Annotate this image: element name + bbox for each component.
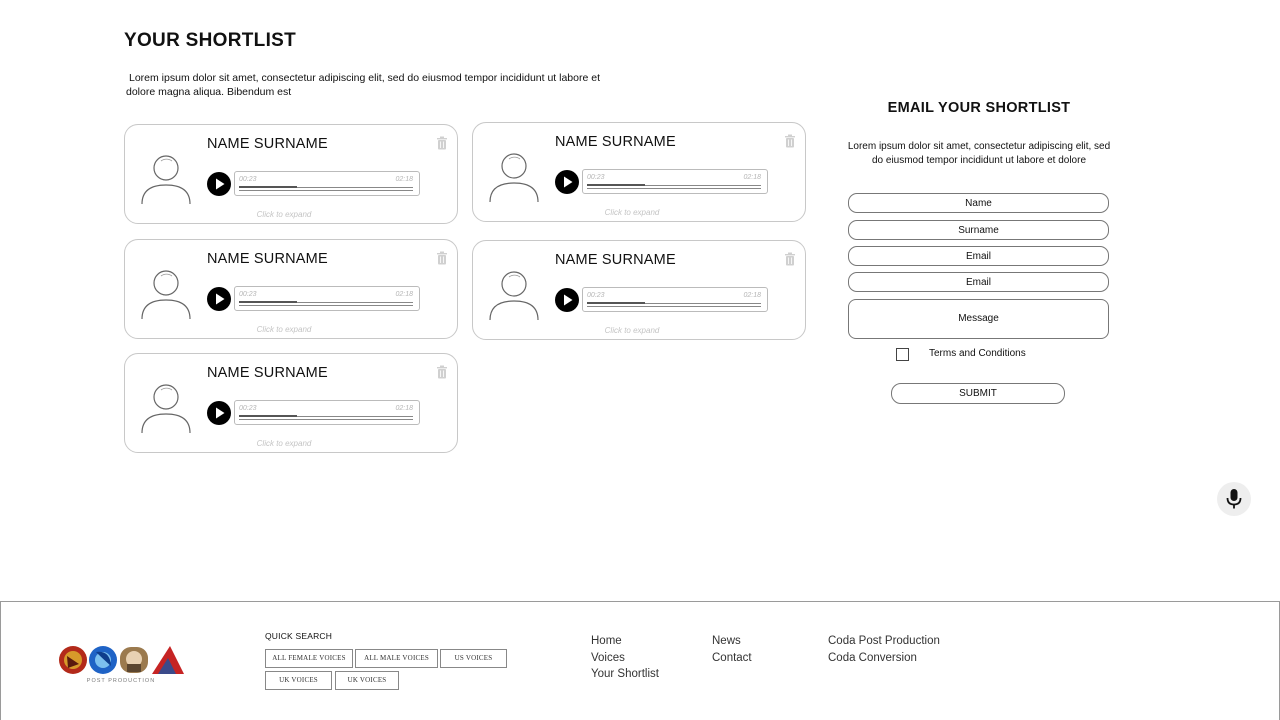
email-form-description: Lorem ipsum dolor sit amet, consectetur adipiscing elit, sed do eiusmod tempor incididunt ut labore et dolore bbox=[847, 141, 1111, 166]
user-outline-icon bbox=[139, 380, 193, 434]
audio-progress[interactable] bbox=[239, 415, 297, 417]
footer-link-post-production[interactable]: Coda Post Production bbox=[828, 635, 940, 647]
footer-link-contact[interactable]: Contact bbox=[712, 652, 752, 664]
audio-track-lower bbox=[587, 188, 761, 189]
play-circle-icon[interactable] bbox=[207, 287, 231, 311]
play-circle-icon[interactable] bbox=[207, 172, 231, 196]
expand-link[interactable]: Click to expand bbox=[604, 326, 660, 335]
current-time: 00:23 bbox=[239, 176, 257, 183]
audio-track-lower bbox=[239, 190, 413, 191]
intro-line-1: Lorem ipsum dolor sit amet, consectetur adipiscing elit, sed do eiusmod tempor incididunt ut labore et bbox=[129, 72, 600, 84]
total-time: 02:18 bbox=[743, 292, 761, 299]
intro-text bbox=[126, 71, 626, 99]
footer-link-news[interactable]: News bbox=[712, 635, 741, 647]
name-field[interactable] bbox=[848, 193, 1109, 213]
user-outline-icon bbox=[139, 266, 193, 320]
footer-link-shortlist[interactable]: Your Shortlist bbox=[591, 668, 659, 680]
play-circle-icon[interactable] bbox=[555, 170, 579, 194]
trash-icon[interactable] bbox=[436, 136, 448, 150]
audio-progress[interactable] bbox=[239, 186, 297, 188]
total-time: 02:18 bbox=[395, 291, 413, 298]
voice-name: NAME SURNAME bbox=[207, 365, 328, 381]
audio-track-lower bbox=[587, 306, 761, 307]
quick-search-tag-uk[interactable]: UK VOICES bbox=[265, 671, 332, 690]
quick-search-tag-uk-2[interactable]: UK VOICES bbox=[335, 671, 399, 690]
message-field[interactable] bbox=[848, 299, 1109, 339]
coda-logo[interactable] bbox=[58, 644, 184, 688]
audio-player[interactable] bbox=[234, 400, 420, 425]
user-outline-icon bbox=[487, 267, 541, 321]
footer-link-voices[interactable]: Voices bbox=[591, 652, 625, 664]
play-circle-icon[interactable] bbox=[207, 401, 231, 425]
footer bbox=[0, 601, 1280, 720]
email-form-title: EMAIL YOUR SHORTLIST bbox=[887, 100, 1071, 116]
current-time: 00:23 bbox=[587, 292, 605, 299]
expand-link[interactable]: Click to expand bbox=[256, 210, 312, 219]
current-time: 00:23 bbox=[239, 405, 257, 412]
audio-player[interactable] bbox=[234, 171, 420, 196]
logo-subtitle: POST PRODUCTION bbox=[86, 678, 156, 684]
voice-name: NAME SURNAME bbox=[207, 136, 328, 152]
trash-icon[interactable] bbox=[784, 252, 796, 266]
quick-search-tag-female[interactable]: ALL FEMALE VOICES bbox=[265, 649, 353, 668]
trash-icon[interactable] bbox=[784, 134, 796, 148]
total-time: 02:18 bbox=[743, 174, 761, 181]
footer-link-home[interactable]: Home bbox=[591, 635, 622, 647]
user-outline-icon bbox=[139, 151, 193, 205]
email-confirm-field[interactable] bbox=[848, 272, 1109, 292]
trash-icon[interactable] bbox=[436, 365, 448, 379]
audio-progress[interactable] bbox=[587, 302, 645, 304]
email-field[interactable] bbox=[848, 246, 1109, 266]
shortlist-card[interactable] bbox=[472, 240, 806, 340]
audio-progress[interactable] bbox=[587, 184, 645, 186]
voice-name: NAME SURNAME bbox=[555, 134, 676, 150]
intro-line-2: dolore magna aliqua. Bibendum est bbox=[126, 86, 292, 98]
total-time: 02:18 bbox=[395, 176, 413, 183]
play-circle-icon[interactable] bbox=[555, 288, 579, 312]
trash-icon[interactable] bbox=[436, 251, 448, 265]
shortlist-card[interactable] bbox=[124, 239, 458, 339]
audio-player[interactable] bbox=[582, 169, 768, 194]
expand-link[interactable]: Click to expand bbox=[256, 325, 312, 334]
user-outline-icon bbox=[487, 149, 541, 203]
audio-progress[interactable] bbox=[239, 301, 297, 303]
total-time: 02:18 bbox=[395, 405, 413, 412]
shortlist-card[interactable] bbox=[472, 122, 806, 222]
surname-field[interactable] bbox=[848, 220, 1109, 240]
shortlist-card[interactable] bbox=[124, 353, 458, 453]
audio-track-lower bbox=[239, 305, 413, 306]
expand-link[interactable]: Click to expand bbox=[256, 439, 312, 448]
audio-player[interactable] bbox=[582, 287, 768, 312]
coda-logo-mark bbox=[58, 644, 184, 678]
submit-button[interactable]: SUBMIT bbox=[891, 383, 1065, 404]
voice-name: NAME SURNAME bbox=[207, 251, 328, 267]
voice-name: NAME SURNAME bbox=[555, 252, 676, 268]
quick-search-tag-male[interactable]: ALL MALE VOICES bbox=[355, 649, 438, 668]
quick-search-tag-us[interactable]: US VOICES bbox=[440, 649, 507, 668]
audio-track-lower bbox=[239, 419, 413, 420]
shortlist-card[interactable] bbox=[124, 124, 458, 224]
current-time: 00:23 bbox=[587, 174, 605, 181]
page-title: YOUR SHORTLIST bbox=[124, 30, 297, 51]
terms-label[interactable]: Terms and Conditions bbox=[929, 348, 1026, 359]
audio-player[interactable] bbox=[234, 286, 420, 311]
microphone-icon bbox=[1224, 488, 1244, 510]
quick-search-label: QUICK SEARCH bbox=[265, 631, 333, 641]
expand-link[interactable]: Click to expand bbox=[604, 208, 660, 217]
current-time: 00:23 bbox=[239, 291, 257, 298]
terms-checkbox[interactable] bbox=[896, 348, 909, 361]
footer-link-conversion[interactable]: Coda Conversion bbox=[828, 652, 917, 664]
microphone-button[interactable] bbox=[1217, 482, 1251, 516]
